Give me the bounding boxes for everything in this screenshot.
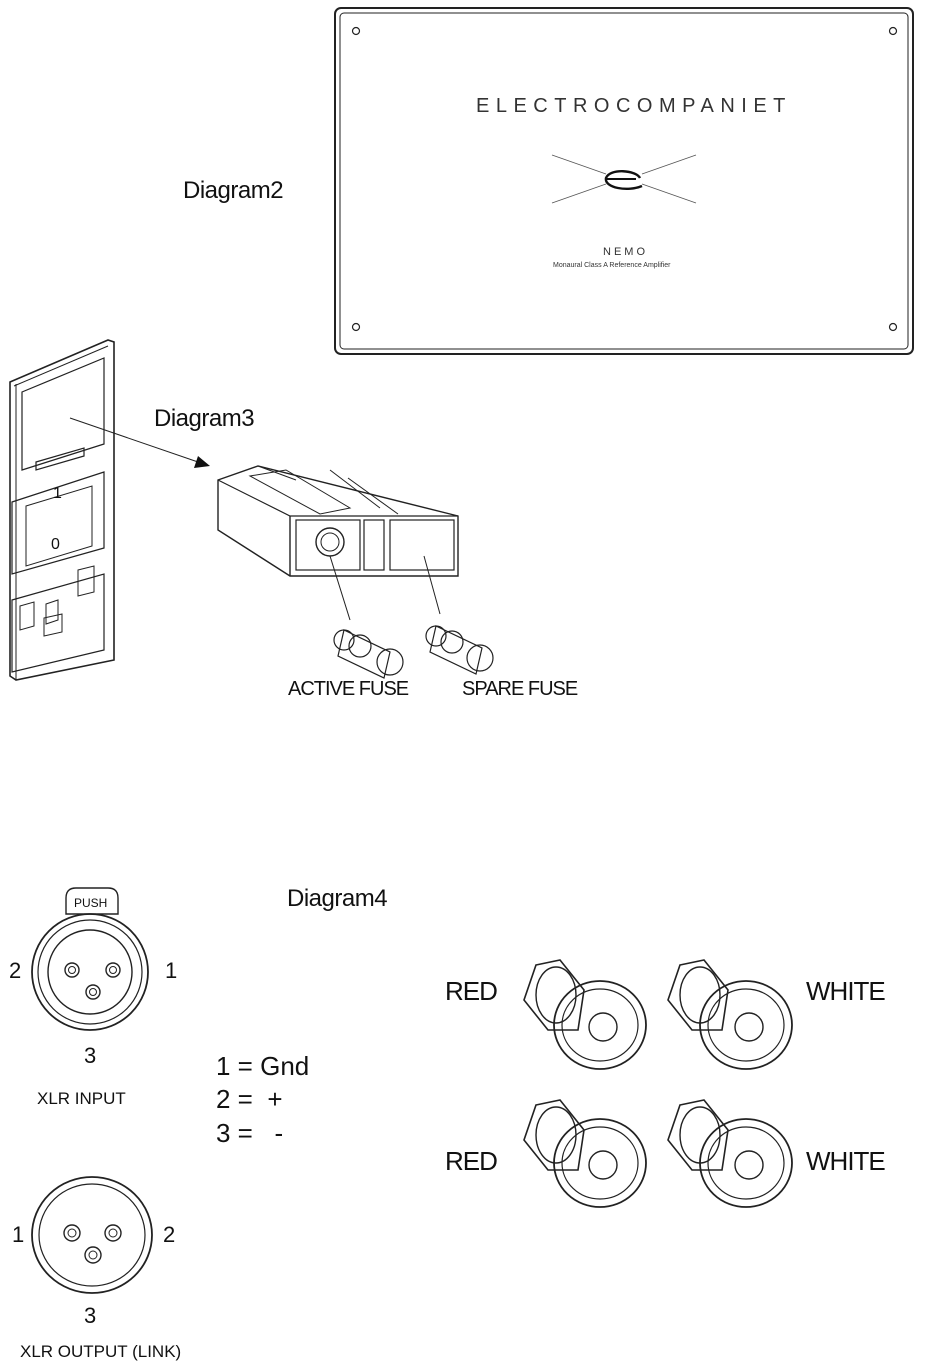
xlr-input-label: XLR INPUT	[37, 1089, 126, 1108]
pinout-line-1: 1 = Gnd	[216, 1051, 310, 1081]
xlr-output-connector-icon	[32, 1177, 152, 1293]
panel-brand-name: ELECTROCOMPANIET	[476, 95, 792, 117]
pinout-line-2: 2 = +	[216, 1084, 283, 1114]
binding-post-bottom-right-icon	[668, 1100, 792, 1207]
xlr-output-pin-right: 2	[163, 1222, 176, 1247]
xlr-input-push-label: PUSH	[74, 896, 108, 910]
binding-post-top-left-icon	[524, 960, 646, 1069]
panel-model-subtitle: Monaural Class A Reference Amplifier	[553, 262, 671, 269]
terminal-label-top-right: WHITE	[806, 976, 885, 1006]
diagram3-caption: Diagram3	[154, 405, 255, 432]
switch-off-label: 0	[51, 536, 60, 553]
pinout-line-3: 3 = -	[216, 1118, 284, 1148]
terminal-label-top-left: RED	[445, 976, 497, 1006]
xlr-output-pin-bottom: 3	[84, 1303, 97, 1328]
panel-model-name: NEMO	[603, 246, 648, 258]
spare-fuse-label: SPARE FUSE	[462, 678, 578, 700]
binding-post-top-right-icon	[668, 960, 792, 1069]
terminal-label-bottom-right: WHITE	[806, 1146, 885, 1176]
diagram4-caption: Diagram4	[287, 885, 388, 912]
xlr-input-pin-left: 2	[9, 958, 22, 983]
terminal-label-bottom-left: RED	[445, 1146, 497, 1176]
binding-post-bottom-left-icon	[524, 1100, 646, 1207]
active-fuse-label: ACTIVE FUSE	[288, 678, 409, 700]
xlr-input-pin-right: 1	[165, 958, 178, 983]
xlr-input-pin-bottom: 3	[84, 1043, 97, 1068]
xlr-output-pin-left: 1	[12, 1222, 25, 1247]
xlr-output-label: XLR OUTPUT (LINK)	[20, 1342, 182, 1361]
diagram2-caption: Diagram2	[183, 177, 284, 204]
switch-on-label: 1	[53, 485, 62, 502]
